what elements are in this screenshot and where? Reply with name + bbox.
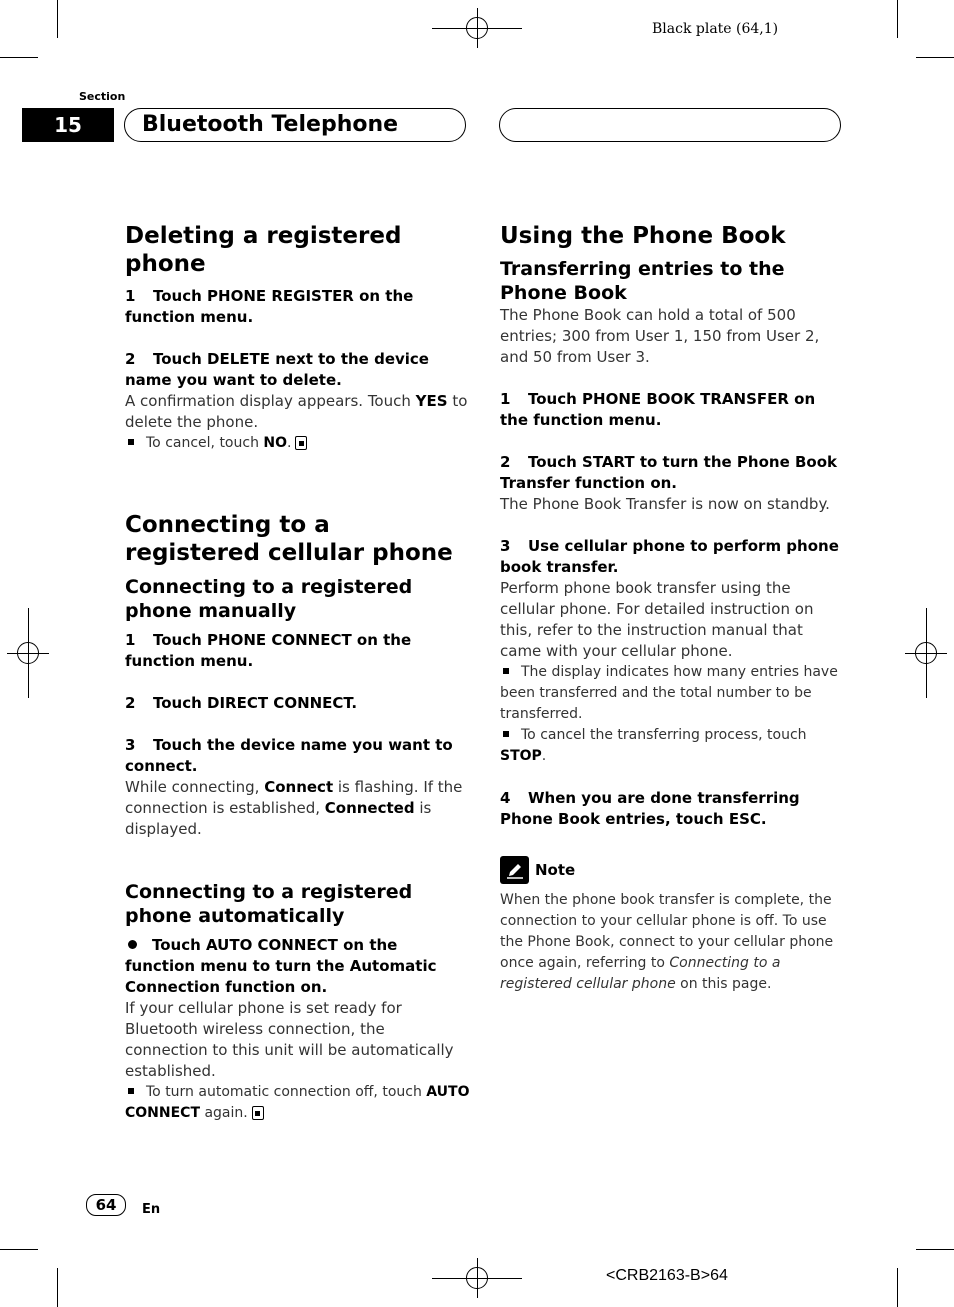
transfer-bullet-2: To cancel the transferring process, touch STOP.	[500, 727, 807, 764]
manual-heading: Connecting to a registered phone manually	[125, 576, 413, 622]
manual-step-1: 1 Touch PHONE CONNECT on the function menu.	[125, 631, 412, 670]
bullet-square-icon	[503, 668, 509, 674]
bullet-dot-icon	[128, 940, 137, 949]
delete-body: A confirmation display appears. Touch YES to delete the phone.	[125, 392, 468, 431]
manual-step-3: 3 Touch the device name you want to connect.	[125, 736, 453, 775]
page-number: 64	[86, 1194, 126, 1216]
right-column	[500, 222, 842, 995]
transfer-step-3-body: Perform phone book transfer using the cellular phone. For detailed instruction on this, refer to the instruction manual that came with your cellular phone.	[500, 579, 814, 660]
transfer-step-2-body: The Phone Book Transfer is now on standby.	[500, 495, 830, 513]
delete-cancel-note: To cancel, touch NO.	[125, 433, 470, 454]
bullet-square-icon	[128, 1088, 134, 1094]
transfer-step-4: 4 When you are done transferring Phone Book entries, touch ESC.	[500, 789, 800, 828]
transfer-heading: Transferring entries to the Phone Book	[500, 258, 785, 304]
end-mark-icon	[252, 1106, 264, 1120]
connect-heading: Connecting to a registered cellular phone	[125, 512, 453, 566]
delete-step-2: 2 Touch DELETE next to the device name you want to delete.	[125, 350, 429, 389]
note-header	[500, 856, 842, 884]
phonebook-heading: Using the Phone Book	[500, 223, 786, 249]
delete-step-1: 1 Touch PHONE REGISTER on the function menu.	[125, 287, 414, 326]
auto-step: Touch AUTO CONNECT on the function menu to turn the Automatic Connection function on.	[125, 936, 437, 996]
section-label: Section	[79, 90, 126, 103]
document-code: <CRB2163-B>64	[606, 1267, 728, 1284]
plate-label: Black plate (64,1)	[652, 21, 779, 37]
manual-body: While connecting, Connect is flashing. If the connection is established, Connected is displayed.	[125, 778, 463, 838]
auto-off-note: To turn automatic connection off, touch AUTO CONNECT again.	[125, 1084, 470, 1121]
transfer-intro: The Phone Book can hold a total of 500 entries; 300 from User 1, 150 from User 2, and 50 from User 3.	[500, 306, 820, 366]
transfer-step-1: 1 Touch PHONE BOOK TRANSFER on the function menu.	[500, 390, 816, 429]
section-number: 15	[22, 108, 114, 142]
manual-step-2: 2 Touch DIRECT CONNECT.	[125, 694, 358, 712]
bullet-square-icon	[503, 731, 509, 737]
bullet-square-icon	[128, 439, 134, 445]
transfer-step-3: 3 Use cellular phone to perform phone book transfer.	[500, 537, 839, 576]
section-title: Bluetooth Telephone	[124, 108, 466, 142]
transfer-bullet-1: The display indicates how many entries have been transferred and the total number to be transferred.	[500, 664, 838, 722]
section-title-blank-pill	[499, 108, 841, 142]
transfer-step-2: 2 Touch START to turn the Phone Book Transfer function on.	[500, 453, 837, 492]
auto-body: If your cellular phone is set ready for Bluetooth wireless connection, the connection to this unit will be automatically established.	[125, 999, 454, 1080]
pencil-note-icon	[500, 856, 529, 884]
delete-heading: Deleting a registered phone	[125, 223, 402, 277]
end-mark-icon	[295, 436, 307, 450]
note-body: When the phone book transfer is complete, the connection to your cellular phone is off. To use the Phone Book, connect to your cellular phone once again, referring to Connecting to a registered cellular phone on this page.	[500, 892, 834, 992]
left-column	[125, 222, 470, 1124]
language-label: En	[142, 1202, 161, 1217]
note-label: Note	[535, 860, 576, 879]
auto-heading: Connecting to a registered phone automatically	[125, 881, 413, 927]
